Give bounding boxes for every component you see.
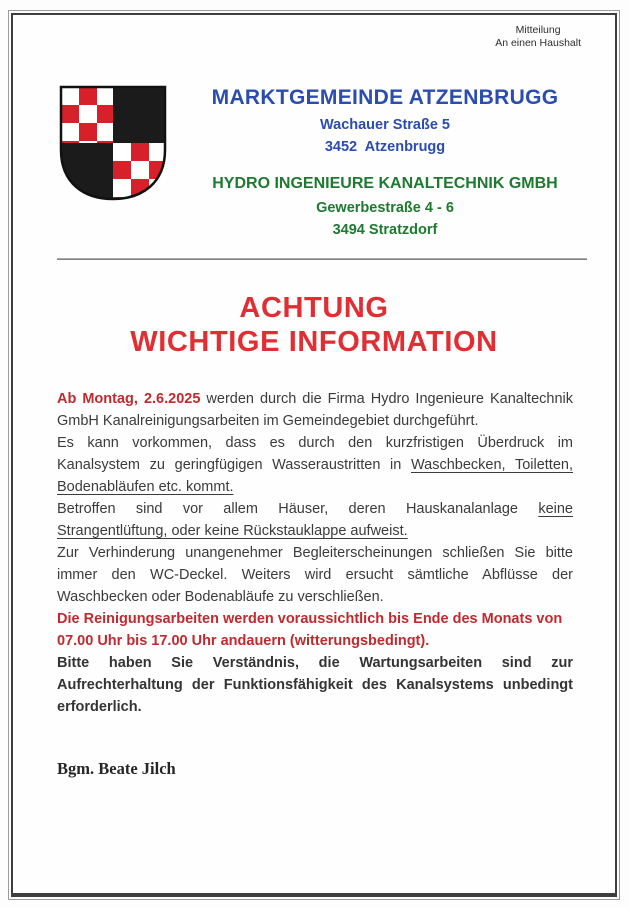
paragraph-start-date-rest: werden durch die Firma Hydro Ingenieure Kanaltechnik GmbH Kanalreinigungsarbeiten im Gemeindegebiet durchgeführt. [57, 391, 573, 429]
municipality-street: Wachauer Straße 5 [319, 117, 450, 133]
distribution-note-lines [495, 24, 581, 50]
distribution-note-line2: An einen Haushalt [495, 37, 581, 49]
signature-mayor: Bgm. Beate Jilch [57, 759, 176, 778]
start-date-highlight: Ab Montag, 2.6.2025 [57, 391, 201, 407]
letterhead-text [169, 84, 615, 241]
notice-title-line2: WICHTIGE INFORMATION [130, 326, 498, 358]
municipality-name: MARKTGEMEINDE ATZENBRUGG [211, 86, 559, 109]
paragraph-overpressure-underline: Waschbecken, Toiletten, Bodenabläufen etc. kommt. [57, 457, 573, 495]
coat-of-arms-icon [57, 84, 169, 202]
distribution-note [13, 24, 581, 51]
paragraph-duration: Die Reinigungsarbeiten werden voraussichtlich bis Ende des Monats von 07.00 Uhr bis 17.00 Uhr andauern (witterungsbedingt). [57, 611, 563, 649]
notice-title [13, 291, 615, 359]
notice-title-line1: ACHTUNG [239, 292, 389, 324]
company-name: HYDRO INGENIEURE KANALTECHNIK GMBH [212, 175, 558, 192]
company-city: 3494 Stratzdorf [332, 222, 438, 238]
paragraph-overpressure-lead: Es kann vorkommen, dass es durch den kurzfristigen Überdruck im Kanalsystem zu geringfügigen Wasseraustritten in [57, 435, 573, 473]
header-divider [57, 258, 587, 260]
letterhead [13, 84, 615, 241]
paragraph-affected-lead: Betroffen sind vor allem Häuser, deren Hauskanalanlage [57, 501, 539, 517]
distribution-note-line1: Mitteilung [515, 24, 561, 36]
paragraph-affected-houses [57, 498, 573, 542]
notice-body [57, 388, 573, 718]
shield-checker-bottom-right [113, 143, 165, 199]
paragraph-affected-underline: keine Strangentlüftung, oder keine Rückstauklappe aufweist. [57, 501, 573, 539]
page-border-frame [11, 13, 617, 897]
paragraph-understanding: Bitte haben Sie Verständnis, die Wartungsarbeiten sind zur Aufrechterhaltung der Funktionsfähigkeit des Kanalsystems unbedingt erforderlich. [57, 655, 573, 715]
municipality-city: 3452 Atzenbrugg [324, 139, 446, 155]
paragraph-precautions: Zur Verhinderung unangenehmer Begleiterscheinungen schließen Sie bitte immer den WC-Deckel. Weiters wird ersucht sämtliche Abflüsse der Waschbecken oder Bodenabläufe zu verschließen. [57, 545, 573, 605]
paragraph-start-date [57, 388, 573, 432]
company-street: Gewerbestraße 4 - 6 [316, 200, 454, 216]
paragraph-overpressure [57, 432, 573, 498]
shield-checker-top-left [61, 87, 113, 143]
